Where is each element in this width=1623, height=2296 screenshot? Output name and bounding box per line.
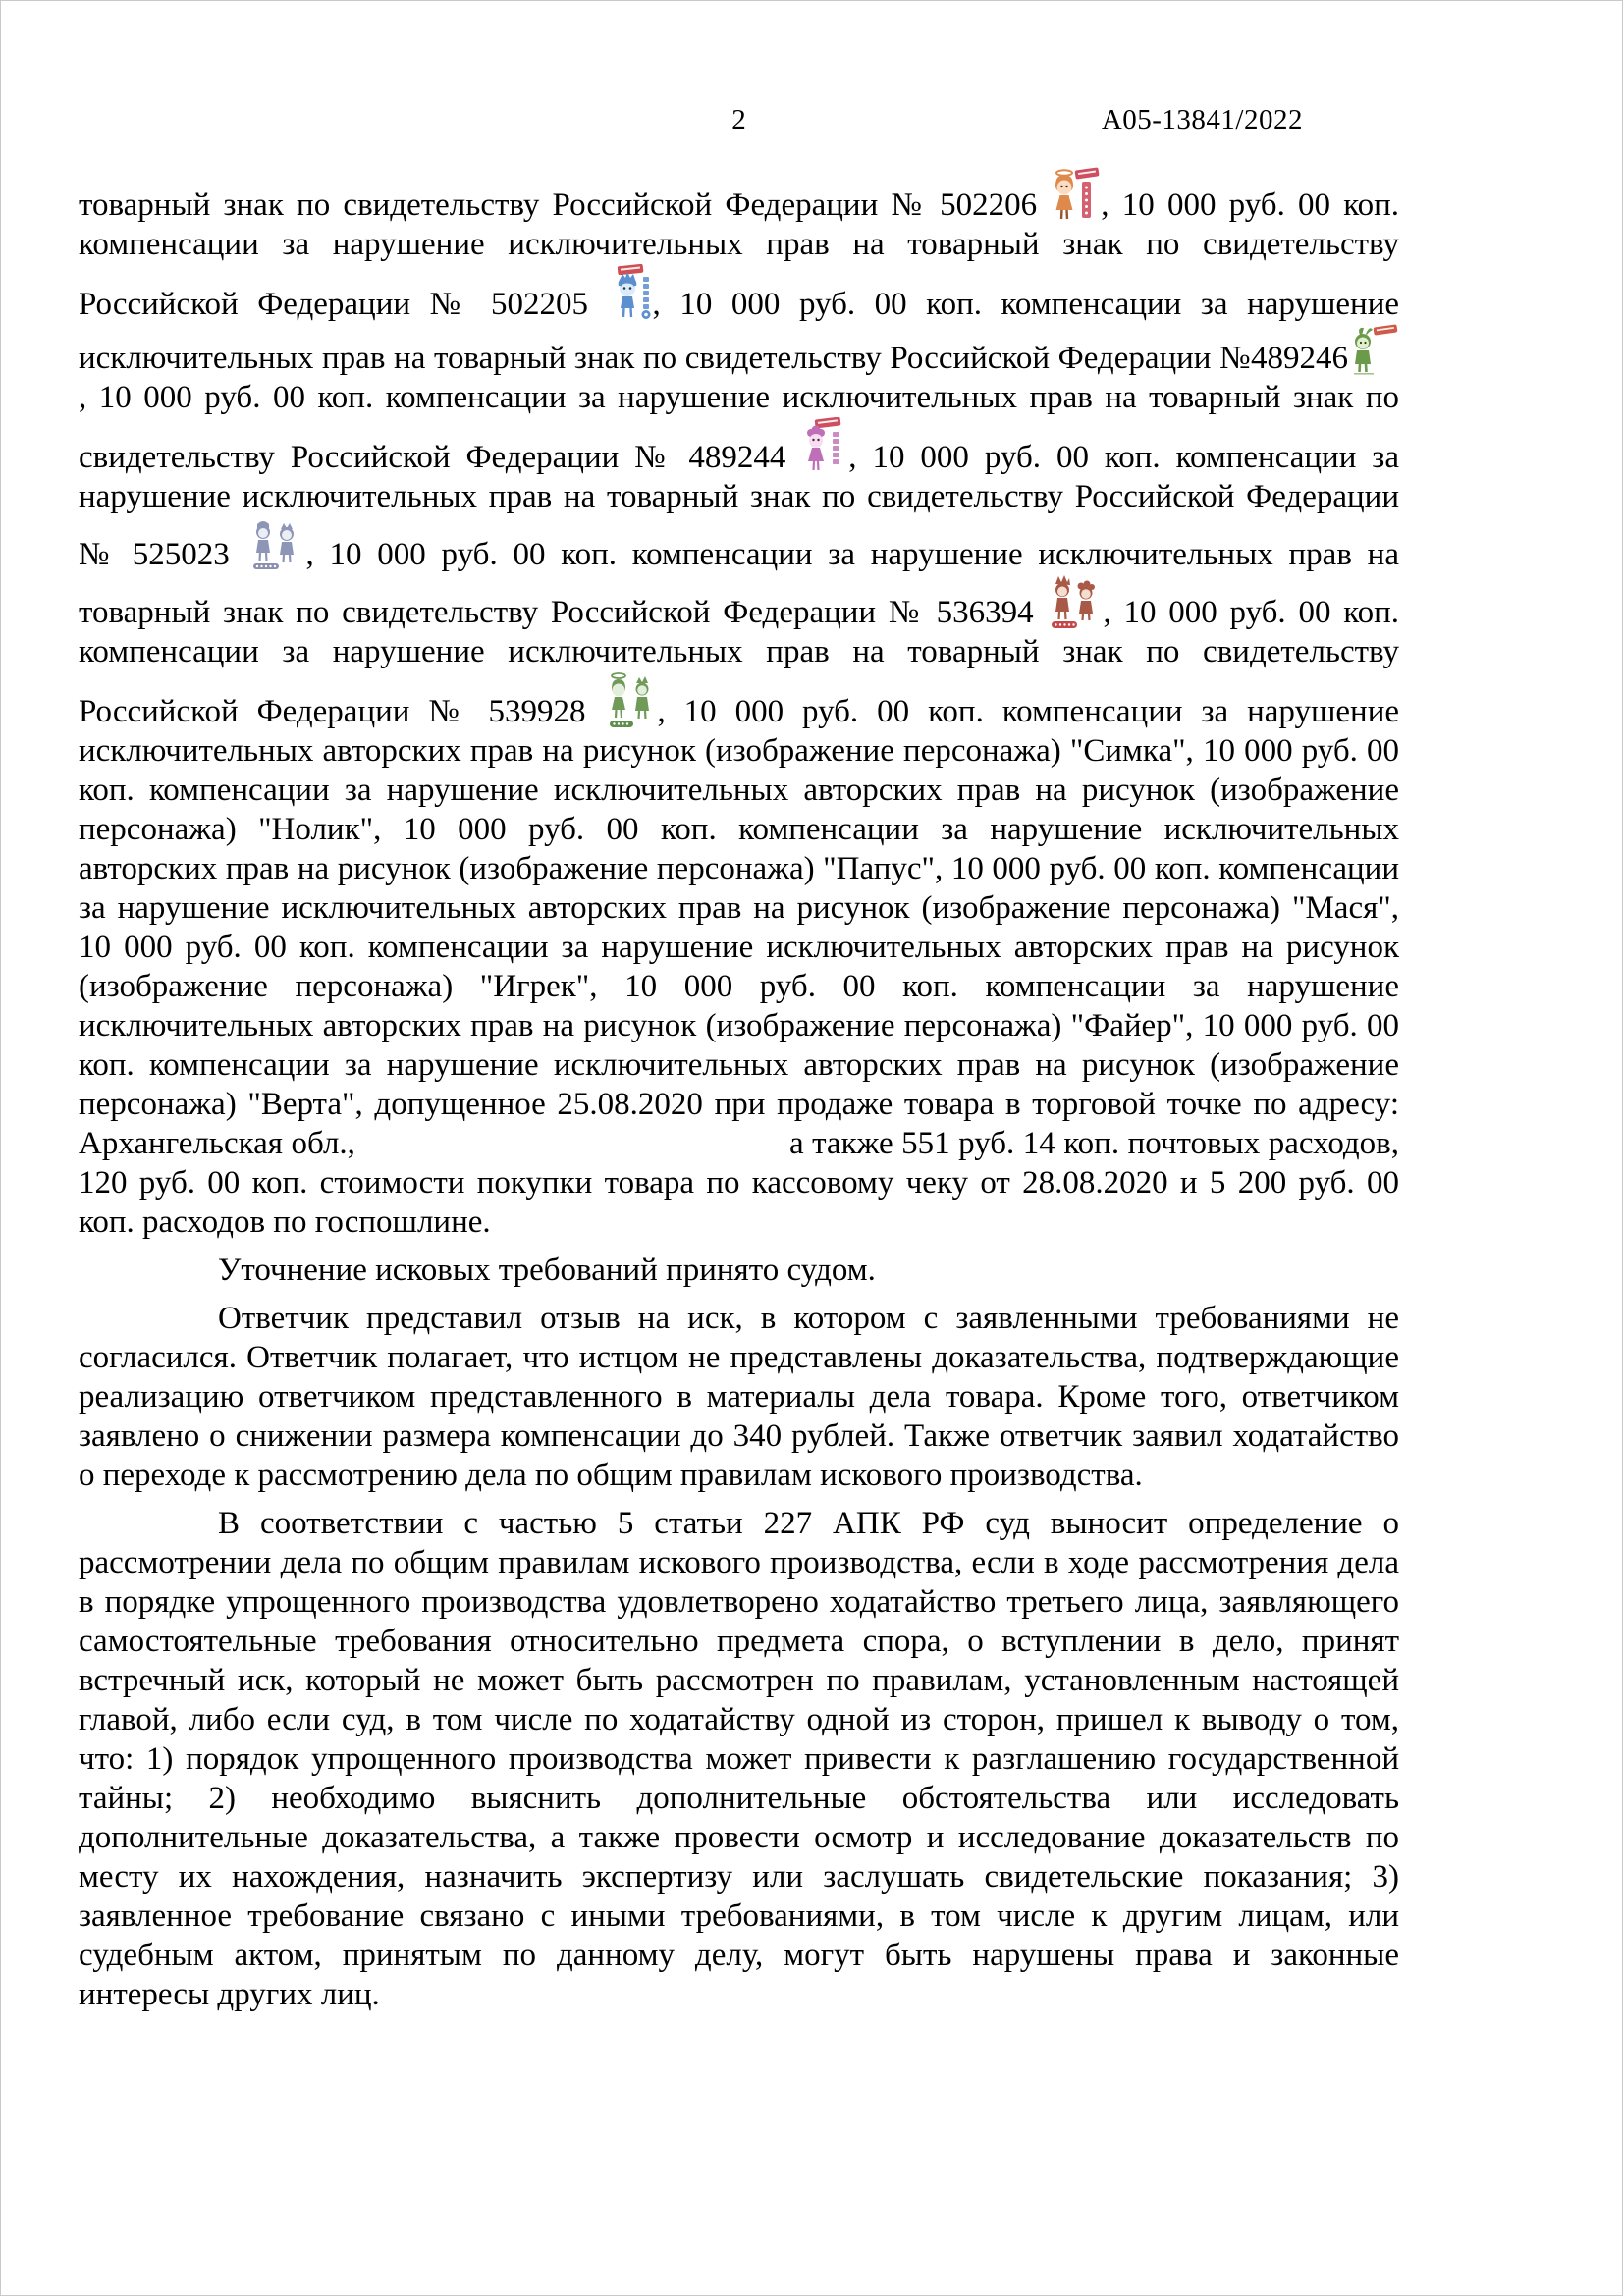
claims-segment: , 10 000 руб. 00 коп. компенсации за нарушение исключительных прав на товарный знак по свидетельству Российской Федерации № 489244 <box>79 380 1399 475</box>
claims-segment: , 10 000 руб. 00 коп. компенсации за нарушение исключительных авторских прав на рисунок (изображение персонажа) "Симка", 10 000 руб. 00 коп. компенсации за нарушение исключительных авторских прав на рисунок (изображение персонажа) "Нолик", 10 000 руб. 00 коп. компенсации за нарушение исключительных авторских прав на рисунок (изображение персонажа) "Папус", 10 000 руб. 00 коп. компенсации за нарушение исключительных авторских прав на рисунок (изображение персонажа) "Мася", 10 000 руб. 00 коп. компенсации за нарушение исключительных авторских прав на рисунок (изображение персонажа) "Игрек", 10 000 руб. 00 коп. компенсации за нарушение исключительных авторских прав на рисунок (изображение персонажа) "Файер", 10 000 руб. 00 коп. компенсации за нарушение исключительных авторских прав на рисунок (изображение персонажа) "Верта", допущенное 25.08.2020 при продаже товара в торговой точке по адресу: Архангельская обл., <box>79 694 1399 1161</box>
page-number: 2 <box>731 104 746 135</box>
trademark-image-489244 <box>801 417 848 474</box>
redacted-address-gap <box>363 1151 781 1153</box>
page-header <box>79 104 1399 147</box>
trademark-image-536394 <box>1046 574 1103 629</box>
trademark-image-525023 <box>245 516 306 571</box>
document-content <box>79 104 1399 2023</box>
claims-segment: , 10 000 руб. 00 коп. компенсации за нарушение исключительных прав на товарный знак по свидетельству Российской Федерации № 536394 <box>79 537 1399 630</box>
paragraph-defendant-response: Ответчик представил отзыв на иск, в котором с заявленными требованиями не согласился. Ответчик полагает, что истцом не представлены доказательства, подтверждающие реализацию ответчиком представленного в материалы дела товара. Кроме того, ответчиком заявлено о снижении размера компенсации до 340 рублей. Также ответчик заявил ходатайство о переходе к рассмотрению дела по общим правилам искового производства. <box>79 1301 1399 1493</box>
claims-segment: , 10 000 руб. 00 коп. компенсации за нарушение исключительных прав на товарный знак по свидетельству Российской Федерации № 502205 <box>79 187 1399 322</box>
paragraph-claims <box>79 167 1399 1242</box>
trademark-image-502206 <box>1050 167 1101 222</box>
case-number: А05-13841/2022 <box>1101 104 1303 135</box>
claims-segment: , 10 000 руб. 00 коп. компенсации за нарушение исключительных прав на товарный знак по свидетельству Российской Федерации № 525023 <box>79 440 1399 572</box>
claims-segment: а также 551 руб. 14 коп. почтовых расходов, 120 руб. 00 коп. стоимости покупки товара по кассовому чеку от 28.08.2020 и 5 200 руб. 00 коп. расходов по госпошлине. <box>79 1126 1400 1240</box>
paragraph-apk-article-227: В соответствии с частью 5 статьи 227 АПК РФ суд выносит определение о рассмотрении дела по общим правилам искового производства, если в ходе рассмотрения дела в порядке упрощенного производства удовлетворено ходатайство третьего лица, заявляющего самостоятельные требования относительно предмета спора, о вступлении в дело, принят встречный иск, который не может быть рассмотрен по правилам, установленным настоящей главой, либо если суд, в том числе по ходатайству одной из сторон, пришел к выводу о том, что: 1) порядок упрощенного производства может привести к разглашению государственной тайны; 2) необходимо выяснить дополнительные обстоятельства или исследовать дополнительные доказательства, а также провести осмотр и исследование доказательств по месту их нахождения, назначить экспертизу или заслушать свидетельские показания; 3) заявленное требование связано с иными требованиями, в том числе к другим лицам, или судебным актом, принятым по данному делу, могут быть нарушены права и законные интересы других лиц. <box>79 1506 1399 2012</box>
claims-segment: товарный знак по свидетельству Российской Федерации № 502206 <box>79 187 1051 223</box>
paragraph-claim-update: Уточнение исковых требований принято судом. <box>218 1253 876 1288</box>
trademark-image-489246 <box>1348 324 1399 375</box>
trademark-image-539928 <box>604 671 657 728</box>
claims-segment: , 10 000 руб. 00 коп. компенсации за нарушение исключительных прав на товарный знак по свидетельству Российской Федерации № 539928 <box>79 595 1399 729</box>
claims-segment: , 10 000 руб. 00 коп. компенсации за нарушение исключительных прав на товарный знак по свидетельству Российской Федерации №489246 <box>79 287 1399 376</box>
trademark-image-502205 <box>608 264 653 321</box>
